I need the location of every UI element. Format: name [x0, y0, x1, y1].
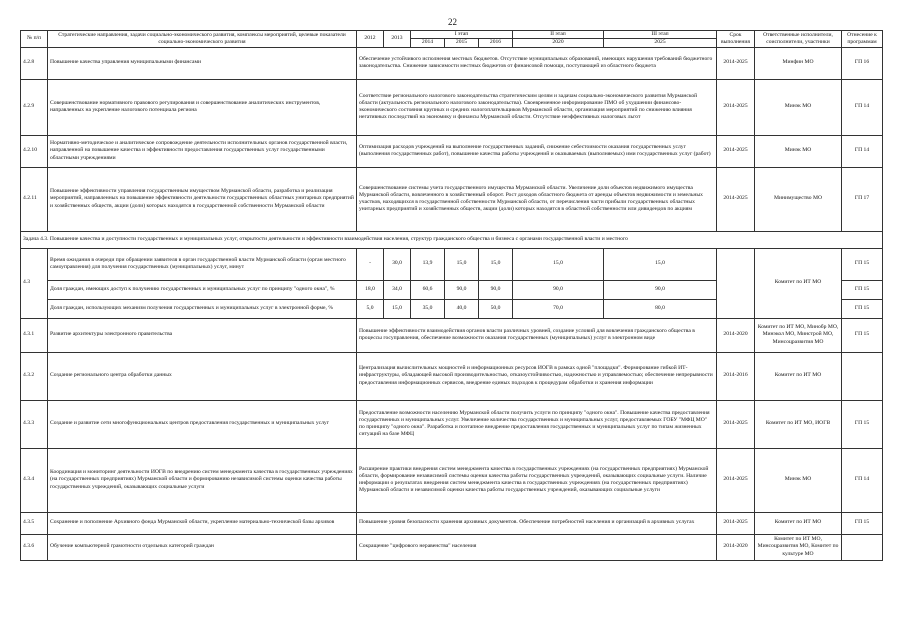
header-2016: 2016	[479, 39, 513, 47]
indicator-2025: 15,0	[604, 248, 717, 280]
row-result: Повышение уровня безопасности хранения архивных документов. Обеспечение потребностей населения и организаций в архивных услугах	[357, 512, 717, 534]
indicator-2013: 30,0	[384, 248, 411, 280]
row-num: 4.3.4	[21, 448, 48, 512]
table-row	[21, 47, 883, 79]
row-responsible: Комитет по ИТ МО, ИОГВ	[755, 400, 842, 448]
indicator-2020: 15,0	[513, 248, 604, 280]
indicator-2013: 15,0	[384, 299, 411, 318]
row-result: Предоставление возможности населению Мурманской области получить услуги по принципу "одного окна". Повышение качества предоставления государственных и муниципальных услуг. Увеличение количества государственных и муниципальных услуг, предоставляемых ГОБУ "МФЦ МО" по принципу "одного окна". Разработка и поэтапное внедрение предоставления государственных и муниципальных услуг по типам жизненных ситуаций на базе МФЦ	[357, 400, 717, 448]
page-number: 22	[448, 17, 457, 27]
row-result: Совершенствование системы учета государственного имущества Мурманской области. Увеличение доли объектов недвижимого имущества Мурманской области, вовлеченного в хозяйственный оборот. Рост доходов областного бюджета от аренды объектов недвижимости и земельных участков, находящихся в государственной собственности Мурманской области, от перечисления части прибыли государственных областных унитарных предприятий и хозяйственных обществ, акции (доли) которых находятся в областной собственности или дивидендов по акциям	[357, 167, 717, 231]
indicator-program: ГП 15	[842, 299, 883, 318]
row-name: Координация и мониторинг деятельности ИОГВ по внедрению систем менеджмента качества в государственных учреждениях (на государственных предприятиях) Мурманской области и формированию независимой системы оценки качества работы государственных учреждений, оказывающих социальные услуги	[48, 448, 357, 512]
plan-table	[20, 30, 883, 561]
indicator-name: Время ожидания в очереди при обращении заявителя в орган государственной власти Мурманской области (орган местного самоуправления) для получения государственных (муниципальных) услуг, минут	[48, 248, 357, 280]
header-2012: 2012	[357, 31, 384, 48]
row-result: Повышение эффективности взаимодействия органов власти различных уровней, создание условий для вовлечения гражданского общества в процессы госуправления, обеспечение возможности оказания государственных (муниципальных) услуг в электронном виде	[357, 318, 717, 352]
indicator-2014: 35,0	[411, 299, 445, 318]
row-result: Расширение практики внедрения систем менеджмента качества в государственных учреждениях (на государственных предприятиях) Мурманской области, формирование независимой системы оценки качества работы государственных учреждений, оказывающих социальные услуги. Наличие информации о результатах внедрения систем менеджмента качества в государственных учреждениях (на государственных предприятиях) Мурманской области и независимой оценки качества работы государственных учреждений, оказывающих социальные услуги	[357, 448, 717, 512]
row-num: 4.2.9	[21, 79, 48, 135]
row-responsible: Комитет по ИТ МО	[755, 512, 842, 534]
row-responsible: Минэк МО	[755, 79, 842, 135]
row-num: 4.3.5	[21, 512, 48, 534]
table-row	[21, 79, 883, 135]
indicator-2016: 50,0	[479, 299, 513, 318]
row-name: Повышение эффективности управления государственным имуществом Мурманской области, разработка и реализация мероприятий, направленных на повышение эффективности деятельности государственных областных унитарных предприятий и хозяйственных обществ, акции (доли) которых находятся в государственной собственности Мурманской области	[48, 167, 357, 231]
indicator-2016: 15,0	[479, 248, 513, 280]
row-responsible: Комитет по ИТ МО, Минобр МО, Минэкол МО, Минстрой МО, Минсоцразвития МО	[755, 318, 842, 352]
table-row	[21, 352, 883, 400]
row-program: ГП 17	[842, 167, 883, 231]
row-name: Создание и развитие сети многофункциональных центров предоставления государственных и муниципальных услуг	[48, 400, 357, 448]
row-program	[842, 352, 883, 400]
indicator-name: Доля граждан, имеющих доступ к получению государственных и муниципальных услуг по принципу "одного окна", %	[48, 280, 357, 299]
row-term: 2014-2025	[717, 167, 755, 231]
indicator-2020: 70,0	[513, 299, 604, 318]
row-result: Сокращение "цифрового неравенства" населения	[357, 534, 717, 560]
row-responsible: Минэк МО	[755, 448, 842, 512]
row-responsible: Минэк МО	[755, 135, 842, 167]
row-result: Соответствие регионального налогового законодательства стратегическим целям и задачам социально-экономического развития Мурманской области (актуальность регионального налогового законодательства). Своевременное информирование ПМО об ухудшении финансово-экономического состояния крупных и средних налогоплательщиков Мурманской области, организация мероприятий по снижению влияния негативных последствий на экономику и финансы Мурманской области. Отсутствие неэффективных налоговых льгот	[357, 79, 717, 135]
header-stage-2: II этап	[513, 31, 604, 39]
row-term: 2014-2025	[717, 400, 755, 448]
row-num: 4.3.1	[21, 318, 48, 352]
indicator-name: Доля граждан, использующих механизм получения государственных и муниципальных услуг в электронной форме, %	[48, 299, 357, 318]
indicator-2012: 18,0	[357, 280, 384, 299]
row-num: 4.2.8	[21, 47, 48, 79]
row-term: 2014-2020	[717, 318, 755, 352]
table-row	[21, 534, 883, 560]
header-num: № п/п	[21, 31, 48, 48]
row-result: Централизация вычислительных мощностей и информационных ресурсов ИОГВ в рамках одной "площадки". Формирование гибкой ИТ-инфраструктуры, обладающей высокой производительностью, отказоустойчивостью, надежностью и управляемостью; обеспечение непрерывности предоставления информационных сервисов, внедрение единых подходов к процедурам обработки и хранения информации	[357, 352, 717, 400]
row-name: Нормативно-методическое и аналитическое сопровождение деятельности исполнительных органов государственной власти, направленной на повышение качества и эффективности предоставления государственных услуг государственными областными учреждениями	[48, 135, 357, 167]
table-row	[21, 167, 883, 231]
row-responsible: Комитет по ИТ МО	[755, 352, 842, 400]
indicator-2014: 60,6	[411, 280, 445, 299]
row-name: Сохранение и пополнение Архивного фонда Мурманской области, укрепление материально-технической базы архивов	[48, 512, 357, 534]
row-num: 4.3.2	[21, 352, 48, 400]
indicator-2020: 90,0	[513, 280, 604, 299]
header-2013: 2013	[384, 31, 411, 48]
table-row	[21, 318, 883, 352]
row-program: ГП 14	[842, 448, 883, 512]
row-program: ГП 15	[842, 318, 883, 352]
header-stage-3: III этап	[604, 31, 717, 39]
row-term: 2014-2025	[717, 135, 755, 167]
row-program: ГП 16	[842, 47, 883, 79]
row-num: 4.3.6	[21, 534, 48, 560]
row-program: ГП 15	[842, 400, 883, 448]
row-result: Оптимизация расходов учреждений на выполнение государственных заданий, снижение себестоимости оказания государственных услуг (выполнения государственных работ), повышение качества работы учреждений и оказываемых (выполняемых) ими государственных услуг (работ)	[357, 135, 717, 167]
indicator-row	[21, 248, 883, 280]
indicator-2025: 90,0	[604, 280, 717, 299]
indicator-program: ГП 15	[842, 280, 883, 299]
row-term: 2014-2016	[717, 352, 755, 400]
row-program	[842, 534, 883, 560]
header-term: Срок выполнения	[717, 31, 755, 48]
indicator-2012: 5,0	[357, 299, 384, 318]
indicator-2013: 34,0	[384, 280, 411, 299]
task-heading-row	[21, 231, 883, 248]
header-2025: 2025	[604, 39, 717, 47]
row-program: ГП 14	[842, 79, 883, 135]
indicator-num: 4.3	[21, 248, 48, 318]
row-name: Совершенствование нормативного правового регулирования и совершенствование аналитических инструментов, направленных на укрепление налогового потенциала региона	[48, 79, 357, 135]
row-term: 2014-2025	[717, 79, 755, 135]
indicator-2025: 80,0	[604, 299, 717, 318]
row-responsible: Минимущество МО	[755, 167, 842, 231]
row-num: 4.2.11	[21, 167, 48, 231]
row-num: 4.2.10	[21, 135, 48, 167]
row-num: 4.3.3	[21, 400, 48, 448]
indicator-2015: 40,0	[445, 299, 479, 318]
row-name: Создание регионального центра обработки данных	[48, 352, 357, 400]
header-2020: 2020	[513, 39, 604, 47]
indicator-program: ГП 15	[842, 248, 883, 280]
header-program: Отнесение к программам	[842, 31, 883, 48]
header-direction: Стратегические направления, задачи социально-экономического развития, комплексы мероприятий, целевые показатели социально-экономического развития	[48, 31, 357, 48]
header-2014: 2014	[411, 39, 445, 47]
row-term: 2014-2025	[717, 448, 755, 512]
row-term: 2014-2025	[717, 47, 755, 79]
row-term: 2014-2025	[717, 512, 755, 534]
table-row	[21, 512, 883, 534]
row-term: 2014-2020	[717, 534, 755, 560]
row-responsible: Комитет по ИТ МО, Минсоцразвития МО, Комитет по культуре МО	[755, 534, 842, 560]
header-2015: 2015	[445, 39, 479, 47]
row-responsible: Минфин МО	[755, 47, 842, 79]
row-name: Обучение компьютерной грамотности отдельных категорий граждан	[48, 534, 357, 560]
row-name: Повышение качества управления муниципальными финансами	[48, 47, 357, 79]
indicator-2015: 90,0	[445, 280, 479, 299]
row-program: ГП 14	[842, 135, 883, 167]
indicator-2014: 13,9	[411, 248, 445, 280]
header-stage-1: I этап	[411, 31, 513, 39]
indicator-2012: -	[357, 248, 384, 280]
task-heading: Задача 4.3. Повышение качества и доступности государственных и муниципальных услуг, открытости деятельности и эффективности взаимодействия населения, структур гражданского общества и бизнеса с органами государственной власти и местного	[21, 231, 883, 248]
header-responsible: Ответственные исполнители, соисполнители, участники	[755, 31, 842, 48]
row-result: Обеспечение устойчивого исполнения местных бюджетов. Отсутствие муниципальных образований, имеющих нарушения требований бюджетного законодательства. Снижение зависимости местных бюджетов от финансовой помощи, поступающей из областного бюджета	[357, 47, 717, 79]
table-row	[21, 400, 883, 448]
table-row	[21, 135, 883, 167]
row-program: ГП 15	[842, 512, 883, 534]
table-row	[21, 448, 883, 512]
indicator-responsible: Комитет по ИТ МО	[755, 248, 842, 318]
indicator-term	[717, 248, 755, 318]
row-name: Развитие архитектуры электронного правительства	[48, 318, 357, 352]
indicator-2016: 90,0	[479, 280, 513, 299]
indicator-2015: 15,0	[445, 248, 479, 280]
